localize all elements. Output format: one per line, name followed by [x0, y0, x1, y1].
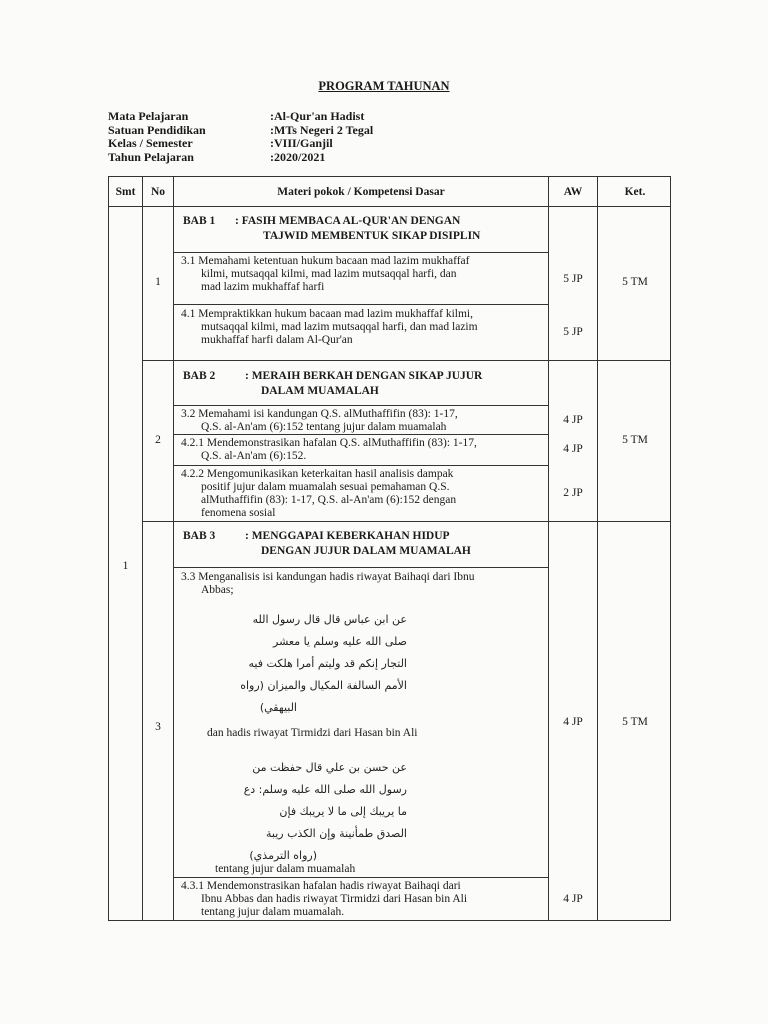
document-meta — [108, 110, 373, 164]
kd-divider — [173, 434, 548, 435]
row-divider — [142, 360, 670, 361]
kd-divider — [173, 252, 548, 253]
bab1-kd1-aw: 5 JP — [563, 273, 583, 285]
bab2-kd-3-2: 3.2 Memahami isi kandungan Q.S. alMuthaffifin (83): 1-17, Q.S. al-An'am (6):152 tentang jujur dalam muamalah — [181, 408, 458, 433]
meta-row-school: Satuan Pendidikan :MTs Negeri 2 Tegal — [108, 122, 374, 137]
kd-divider — [173, 405, 548, 406]
bab3-between-text: dan hadis riwayat Tirmidzi dari Hasan bin Ali — [207, 727, 418, 739]
semester-value: 1 — [122, 560, 129, 572]
bab2-kd1-aw: 4 JP — [563, 414, 583, 426]
kd-divider — [173, 465, 548, 466]
bab2-no: 2 — [155, 434, 161, 446]
bab3-heading: BAB 3 : MENGGAPAI KEBERKAHAN HIDUP DENGAN JUJUR DALAM MUAMALAH — [183, 530, 471, 557]
bab1-kd2-aw: 5 JP — [563, 326, 583, 338]
bab3-kd1-aw: 4 JP — [563, 716, 583, 728]
meta-row-subject: Mata Pelajaran :Al-Qur'an Hadist — [108, 109, 365, 123]
meta-row-class: Kelas / Semester :VIII/Ganjil — [108, 136, 333, 150]
bab1-kd-3-1: 3.1 Memahami ketentuan hukum bacaan mad lazim mukhaffaf kilmi, mutsaqqal kilmi, mad lazim mutsaqqal harfi, dan mad lazim mukhaffaf harfi — [181, 255, 470, 293]
arabic-hadith-baihaqi: عن ابن عباس قال قال رسول الله صلى الله عليه وسلم يا معشر التجار إنكم قد وليتم أمرا هلكت فيه الأمم السالفة المكيال والميزان (رواه البيهقي) — [240, 613, 407, 714]
kd-divider — [173, 304, 548, 305]
header-smt: Smt — [115, 186, 136, 198]
bab3-kd2-aw: 4 JP — [563, 893, 583, 905]
header-no: No — [150, 186, 166, 198]
program-table — [108, 176, 671, 921]
bab2-kd3-aw: 2 JP — [563, 487, 583, 499]
bab3-ket: 5 TM — [622, 716, 648, 728]
header-aw: AW — [563, 186, 583, 198]
bab2-kd2-aw: 4 JP — [563, 443, 583, 455]
meta-row-year: Tahun Pelajaran :2020/2021 — [108, 149, 326, 164]
bab1-heading: BAB 1 : FASIH MEMBACA AL-QUR'AN DENGAN TAJWID MEMBENTUK SIKAP DISIPLIN — [183, 215, 481, 242]
bab3-kd-4-3-1: 4.3.1 Mendemonstrasikan hafalan hadis riwayat Baihaqi dari Ibnu Abbas dan hadis riwayat Tirmidzi dari Hasan bin Ali tentang jujur dalam muamalah. — [181, 880, 468, 918]
arabic-hadith-tirmidzi: عن حسن بن علي قال حفظت من رسول الله صلى الله عليه وسلم: دع ما يريبك إلى ما لا يريبك فإن الصدق طمأنينة وإن الكذب ريبة (رواه الترمذي) — [243, 761, 407, 862]
row-divider — [142, 521, 670, 522]
bab1-no: 1 — [155, 276, 161, 288]
bab2-kd-4-2-2: 4.2.2 Mengomunikasikan keterkaitan hasil analisis dampak positif jujur dalam muamalah sesuai pemahaman Q.S. alMuthaffifin (83): 1-17, Q.S. al-An'am (6):152 dengan fenomena sosial — [181, 468, 457, 519]
bab2-kd-4-2-1: 4.2.1 Mendemonstrasikan hafalan Q.S. alMuthaffifin (83): 1-17, Q.S. al-An'am (6):152. — [181, 437, 477, 462]
bab1-kd-4-1: 4.1 Mempraktikkan hukum bacaan mad lazim mukhaffaf kilmi, mutsaqqal kilmi, mad lazim mutsaqqal harfi, dan mad lazim mukhaffaf harfi dalam Al-Qur'an — [181, 308, 478, 346]
kd-divider — [173, 877, 548, 878]
col-divider — [173, 177, 174, 920]
header-materi: Materi pokok / Kompetensi Dasar — [277, 186, 445, 198]
bab1-ket: 5 TM — [622, 276, 648, 288]
bab3-after-text: tentang jujur dalam muamalah — [215, 863, 356, 875]
bab3-no: 3 — [155, 721, 161, 733]
document-title: PROGRAM TAHUNAN — [318, 79, 450, 93]
bab3-kd-3-3: 3.3 Menganalisis isi kandungan hadis riwayat Baihaqi dari Ibnu Abbas; — [181, 571, 475, 596]
bab2-heading: BAB 2 : MERAIH BERKAH DENGAN SIKAP JUJUR DALAM MUAMALAH — [183, 370, 483, 397]
header-ket: Ket. — [624, 186, 646, 198]
bab2-ket: 5 TM — [622, 434, 648, 446]
kd-divider — [173, 567, 548, 568]
